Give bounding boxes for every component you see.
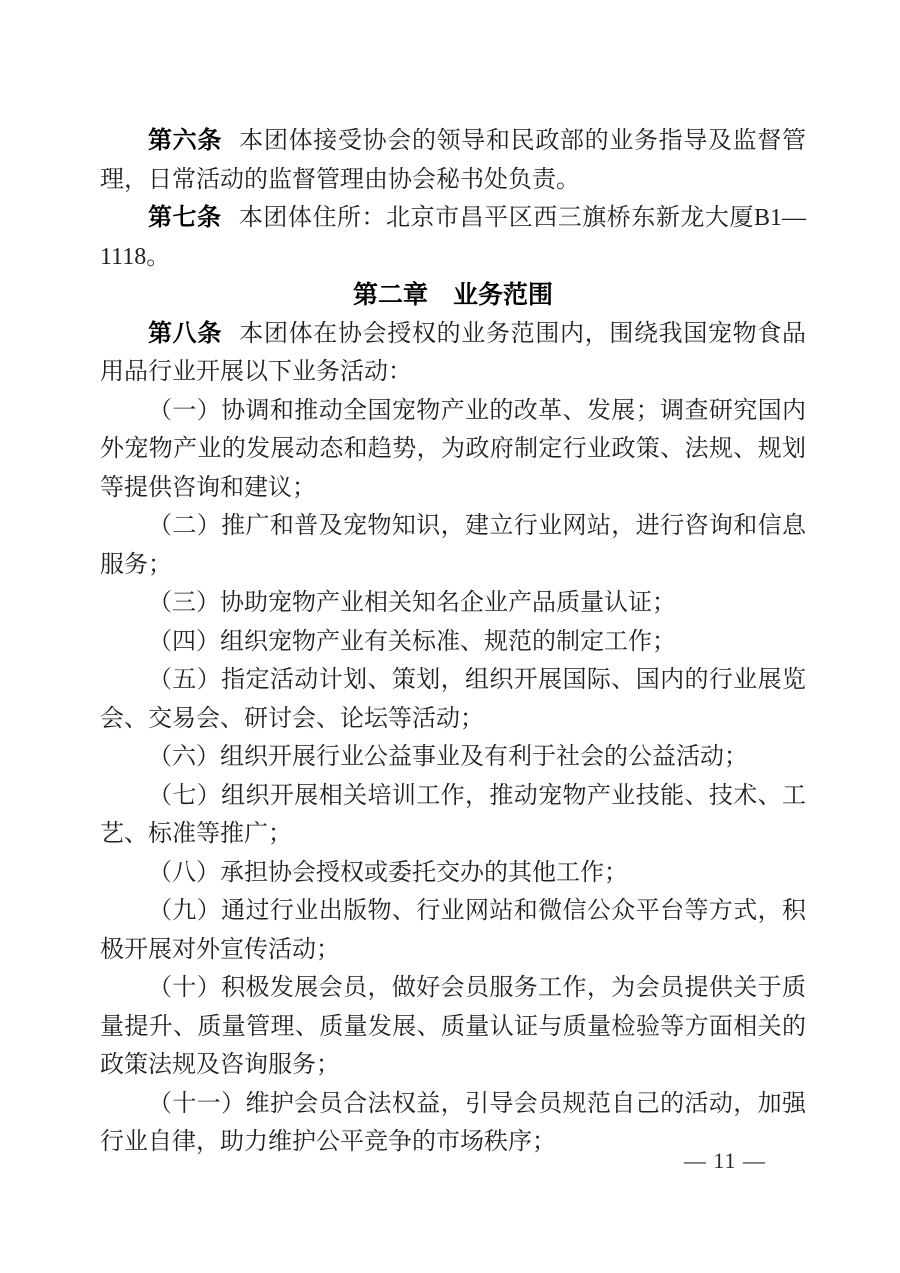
business-item-5: （五）指定活动计划、策划，组织开展国际、国内的行业展览会、交易会、研讨会、论坛等活动； [100,667,806,732]
article-7-paragraph [100,199,806,276]
page-number: — 11 — [683,1148,766,1173]
business-item-8: （八）承担协会授权或委托交办的其他工作； [148,859,628,886]
article-6-text: 本团体接受协会的领导和民政部的业务指导及监督管理，日常活动的监督管理由协会秘书处负责。 [100,128,807,193]
article-8-text: 本团体在协会授权的业务范围内，围绕我国宠物食品用品行业开展以下业务活动： [100,320,807,385]
business-item-10: （十）积极发展会员，做好会员服务工作，为会员提供关于质量提升、质量管理、质量发展、质量认证与质量检验等方面相关的政策法规及咨询服务； [100,975,806,1078]
article-7-text: 本团体住所：北京市昌平区西三旗桥东新龙大厦B1—1118。 [100,205,806,270]
business-item-1: （一）协调和推动全国宠物产业的改革、发展；调查研究国内外宠物产业的发展动态和趋势，为政府制定行业政策、法规、规划等提供咨询和建议； [100,397,806,501]
article-6-number: 第六条 [148,128,223,154]
article-7-number: 第七条 [148,205,222,231]
business-item-7: （七）组织开展相关培训工作，推动宠物产业技能、技术、工艺、标准等推广； [100,782,806,847]
article-8-number: 第八条 [148,320,223,347]
article-8-paragraph [100,315,806,392]
business-item-6: （六）组织开展行业公益事业及有利于社会的公益活动； [148,744,748,770]
business-item-4: （四）组织宠物产业有关标准、规范的制定工作； [148,628,676,655]
business-item-9: （九）通过行业出版物、行业网站和微信公众平台等方式，积极开展对外宣传活动； [100,898,806,963]
page-body [100,122,806,1162]
chapter-heading: 第二章 业务范围 [352,281,553,309]
business-item-11: （十一）维护会员合法权益，引导会员规范自己的活动，加强行业自律，助力维护公平竞争的市场秩序； [100,1090,806,1155]
business-item-2: （二）推广和普及宠物知识，建立行业网站，进行咨询和信息服务； [100,513,806,578]
article-6-paragraph [100,122,806,199]
business-item-3: （三）协助宠物产业相关知名企业产品质量认证； [148,590,676,616]
